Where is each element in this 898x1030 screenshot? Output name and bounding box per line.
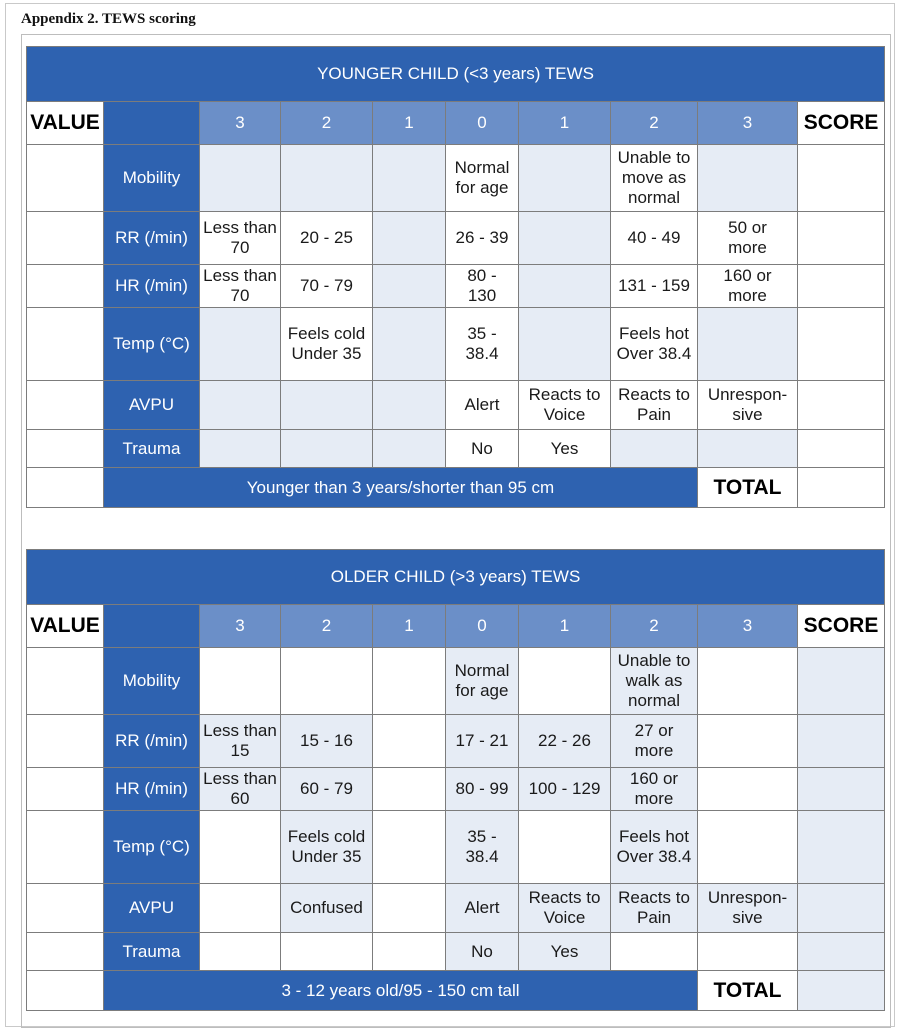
table-row-trauma [27,430,885,468]
score-cell [798,648,885,715]
value-cell [27,265,104,308]
criteria-cell: Alert [446,381,519,430]
criteria-cell [281,381,373,430]
criteria-cell [200,308,281,381]
score-column-header: SCORE [798,102,885,145]
parameter-label: Temp (°C) [104,811,200,884]
criteria-cell: 80 - 99 [446,768,519,811]
value-cell [27,648,104,715]
criteria-cell [373,212,446,265]
criteria-cell: 70 - 79 [281,265,373,308]
score-cell [798,715,885,768]
criteria-cell: 60 - 79 [281,768,373,811]
value-cell [27,212,104,265]
criteria-cell: Confused [281,884,373,933]
criteria-cell: 35 - 38.4 [446,308,519,381]
criteria-cell: Reacts to Voice [519,884,611,933]
criteria-cell: Feels hot Over 38.4 [611,811,698,884]
criteria-cell [698,430,798,468]
score-cell [798,308,885,381]
score-cell [798,768,885,811]
value-cell [27,768,104,811]
criteria-cell: Less than 70 [200,212,281,265]
value-cell [27,811,104,884]
table-row-avpu [27,381,885,430]
criteria-cell [698,768,798,811]
score-header-cell: 0 [446,605,519,648]
total-score-cell [798,971,885,1011]
criteria-cell: Yes [519,430,611,468]
table-row-avpu [27,884,885,933]
criteria-cell: Normal for age [446,145,519,212]
criteria-cell [519,308,611,381]
younger-child-tews-table [26,46,885,508]
score-header-cell: 2 [281,605,373,648]
criteria-cell: Unrespon- sive [698,381,798,430]
score-cell [798,811,885,884]
criteria-cell: 17 - 21 [446,715,519,768]
criteria-cell: Feels hot Over 38.4 [611,308,698,381]
parameter-label: Trauma [104,933,200,971]
criteria-cell: 131 - 159 [611,265,698,308]
parameter-label: AVPU [104,884,200,933]
criteria-cell [373,430,446,468]
criteria-cell: Less than 60 [200,768,281,811]
age-criteria-footer: Younger than 3 years/shorter than 95 cm [104,468,698,508]
score-cell [798,145,885,212]
criteria-cell [698,933,798,971]
criteria-cell: Reacts to Pain [611,884,698,933]
criteria-cell: Reacts to Voice [519,381,611,430]
table-row-trauma [27,933,885,971]
criteria-cell [281,145,373,212]
score-cell [798,430,885,468]
score-header-cell: 2 [611,605,698,648]
criteria-cell: Unrespon- sive [698,884,798,933]
total-label: TOTAL [698,971,798,1011]
criteria-cell [698,145,798,212]
page [5,3,895,1027]
criteria-cell [519,145,611,212]
criteria-cell [200,381,281,430]
criteria-cell [373,811,446,884]
criteria-cell [281,648,373,715]
parameter-label: Mobility [104,648,200,715]
value-cell [27,933,104,971]
criteria-cell: 50 or more [698,212,798,265]
score-header-cell: 1 [373,605,446,648]
criteria-cell [698,648,798,715]
criteria-cell [698,715,798,768]
criteria-cell: Less than 70 [200,265,281,308]
criteria-cell: No [446,430,519,468]
score-cell [798,265,885,308]
value-cell [27,971,104,1011]
criteria-cell: Unable to walk as normal [611,648,698,715]
criteria-cell [611,933,698,971]
age-criteria-footer: 3 - 12 years old/95 - 150 cm tall [104,971,698,1011]
criteria-cell [373,265,446,308]
table-row-hr [27,265,885,308]
criteria-cell [373,715,446,768]
criteria-cell: 20 - 25 [281,212,373,265]
parameter-column-header [104,102,200,145]
criteria-cell [519,212,611,265]
criteria-cell [519,265,611,308]
criteria-cell [519,648,611,715]
criteria-cell [200,811,281,884]
value-cell [27,145,104,212]
score-header-cell: 3 [200,102,281,145]
table-title: YOUNGER CHILD (<3 years) TEWS [27,47,885,102]
value-cell [27,715,104,768]
criteria-cell: 40 - 49 [611,212,698,265]
value-cell [27,884,104,933]
parameter-label: AVPU [104,381,200,430]
criteria-cell: Feels cold Under 35 [281,308,373,381]
parameter-column-header [104,605,200,648]
parameter-label: Mobility [104,145,200,212]
criteria-cell [698,811,798,884]
table-row-mobility [27,648,885,715]
criteria-cell [373,381,446,430]
criteria-cell: 27 or more [611,715,698,768]
criteria-cell [611,430,698,468]
score-cell [798,381,885,430]
criteria-cell [200,648,281,715]
parameter-label: RR (/min) [104,715,200,768]
score-cell [798,212,885,265]
parameter-label: RR (/min) [104,212,200,265]
parameter-label: HR (/min) [104,768,200,811]
criteria-cell [200,430,281,468]
score-header-cell: 2 [611,102,698,145]
score-header-cell: 2 [281,102,373,145]
criteria-cell: 160 or more [611,768,698,811]
criteria-cell [373,933,446,971]
total-score-cell [798,468,885,508]
score-header-cell: 0 [446,102,519,145]
value-cell [27,468,104,508]
criteria-cell [281,430,373,468]
criteria-cell [200,884,281,933]
page-title: Appendix 2. TEWS scoring [21,11,196,27]
score-header-cell: 1 [519,102,611,145]
score-cell [798,933,885,971]
score-cell [798,884,885,933]
table-row-temp [27,811,885,884]
score-header-cell: 3 [200,605,281,648]
criteria-cell: Yes [519,933,611,971]
criteria-cell: 35 - 38.4 [446,811,519,884]
criteria-cell [698,308,798,381]
value-cell [27,381,104,430]
criteria-cell [373,768,446,811]
value-cell [27,308,104,381]
table-row-rr [27,212,885,265]
older-child-tews-table [26,549,885,1011]
value-column-header: VALUE [27,102,104,145]
score-column-header: SCORE [798,605,885,648]
criteria-cell: 80 - 130 [446,265,519,308]
criteria-cell: Less than 15 [200,715,281,768]
criteria-cell: Unable to move as normal [611,145,698,212]
criteria-cell [373,308,446,381]
table-row-temp [27,308,885,381]
parameter-label: Temp (°C) [104,308,200,381]
criteria-cell [373,145,446,212]
criteria-cell: 26 - 39 [446,212,519,265]
criteria-cell [281,933,373,971]
parameter-label: Trauma [104,430,200,468]
criteria-cell: 160 or more [698,265,798,308]
criteria-cell: 100 - 129 [519,768,611,811]
criteria-cell [200,933,281,971]
table-row-total [27,971,885,1011]
table-row-total [27,468,885,508]
criteria-cell: Alert [446,884,519,933]
criteria-cell: 15 - 16 [281,715,373,768]
score-header-cell: 1 [519,605,611,648]
value-cell [27,430,104,468]
score-header-cell: 3 [698,102,798,145]
table-row-mobility [27,145,885,212]
criteria-cell: No [446,933,519,971]
criteria-cell [519,811,611,884]
score-header-cell: 3 [698,605,798,648]
parameter-label: HR (/min) [104,265,200,308]
criteria-cell [373,648,446,715]
criteria-cell: Feels cold Under 35 [281,811,373,884]
total-label: TOTAL [698,468,798,508]
table-row-hr [27,768,885,811]
criteria-cell [200,145,281,212]
criteria-cell: Reacts to Pain [611,381,698,430]
criteria-cell [373,884,446,933]
score-header-cell: 1 [373,102,446,145]
criteria-cell: 22 - 26 [519,715,611,768]
criteria-cell: Normal for age [446,648,519,715]
table-row-rr [27,715,885,768]
value-column-header: VALUE [27,605,104,648]
table-title: OLDER CHILD (>3 years) TEWS [27,550,885,605]
